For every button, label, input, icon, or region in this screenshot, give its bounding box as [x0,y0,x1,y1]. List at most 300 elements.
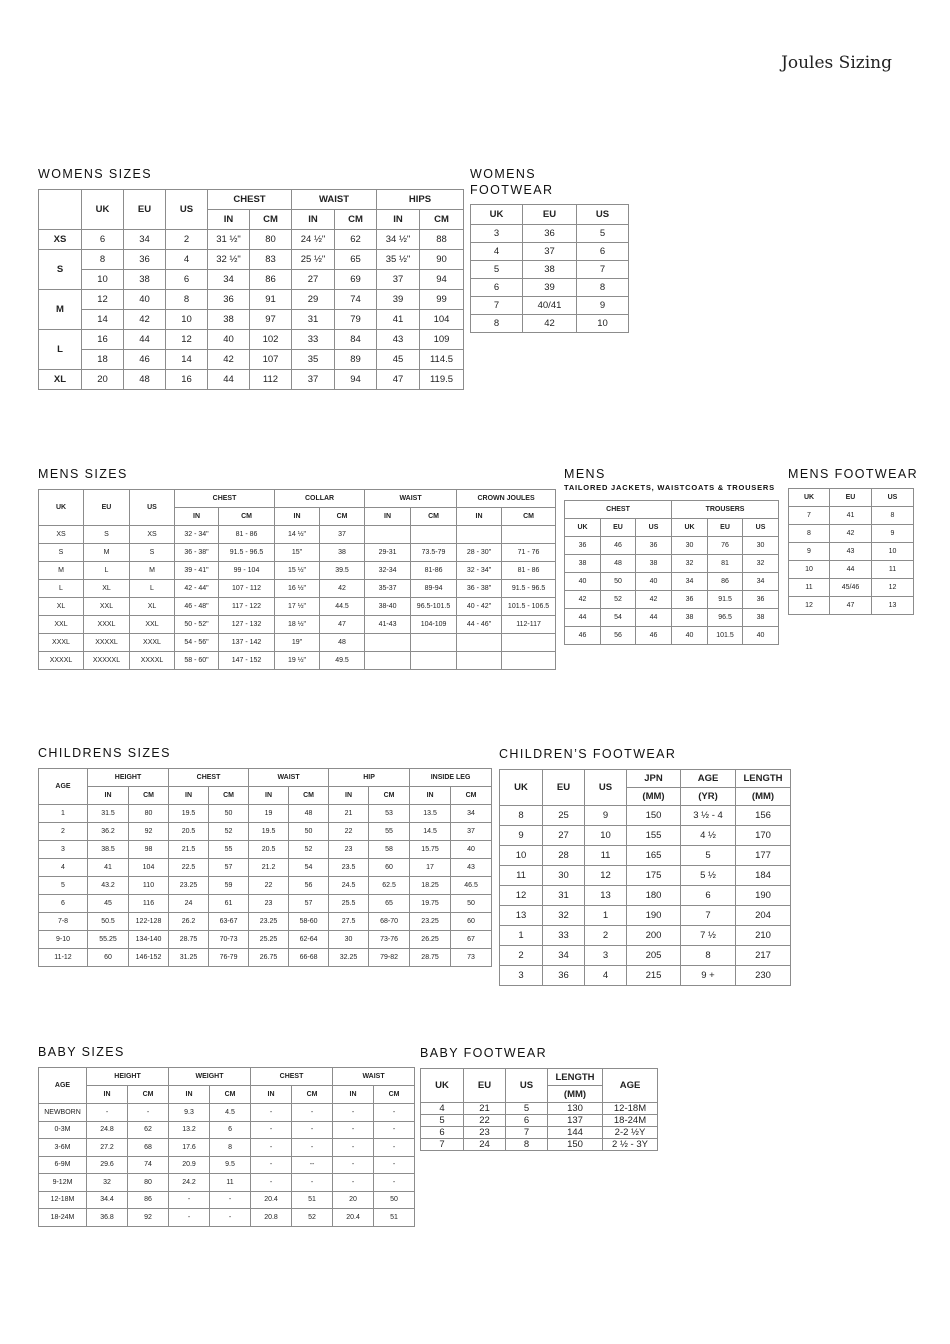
header-length: LENGTH [548,1069,603,1086]
table-row [500,886,791,906]
table-cell: 155 [627,826,681,846]
table-cell: 18 [82,350,124,370]
table-row [39,877,492,895]
table-cell: 190 [736,886,791,906]
table-cell: S [84,526,130,544]
table-cell: XXL [84,598,130,616]
table-cell: 8 [471,315,523,333]
table-cell: 90 [420,250,464,270]
table-cell: 107 [250,350,292,370]
table-cell: 32 [543,906,585,926]
table-cell: 3-6M [39,1139,87,1157]
table-cell: 7 [577,261,629,279]
table-cell: 40 [208,330,250,350]
table-cell: 81 [708,555,743,573]
table-cell: 41 [377,310,420,330]
table-row [39,1209,415,1227]
table-cell: 37 [377,270,420,290]
table-cell: 144 [548,1127,603,1139]
table-cell: 23 [249,895,289,913]
header-cm: CM [369,787,410,805]
header-in: IN [88,787,129,805]
table-cell: - [292,1121,333,1139]
table-cell: XS [39,526,84,544]
table-cell: - [374,1156,415,1174]
table-cell: 24.8 [87,1121,128,1139]
table-cell: 39 [523,279,577,297]
table-cell: 20 [82,370,124,390]
header-waist: WAIST [249,769,329,787]
table-cell: 8 [577,279,629,297]
table-cell: - [210,1191,251,1209]
header-in: IN [169,787,209,805]
table-row [789,597,914,615]
table-cell: 11 [210,1174,251,1192]
table-cell: 34 [124,230,166,250]
table-cell: 19.5 [169,805,209,823]
table-row [789,525,914,543]
mens-footwear-section [788,466,918,615]
table-cell: 147 - 152 [219,652,275,670]
table-cell: 47 [320,616,365,634]
table-cell: XXL [39,616,84,634]
table-cell: 40 [124,290,166,310]
table-cell: 19 ½" [275,652,320,670]
table-cell: 2 [39,823,88,841]
header-in: IN [333,1086,374,1104]
table-cell [365,652,411,670]
baby-footwear-table [420,1068,658,1151]
table-cell: 43 [451,859,492,877]
table-cell: 24 ½" [292,230,335,250]
table-cell: 34 ½" [377,230,420,250]
header-trousers: TROUSERS [672,501,779,519]
table-cell: 102 [250,330,292,350]
table-cell: 39 - 41" [175,562,219,580]
table-cell: 86 [250,270,292,290]
table-cell: 37 [292,370,335,390]
table-cell: 86 [128,1191,169,1209]
table-cell: S [39,544,84,562]
table-cell: 31.25 [169,949,209,967]
table-cell: 89 [335,350,377,370]
header-cm: CM [502,508,556,526]
table-cell: 36 [208,290,250,310]
header-jpn: JPN [627,770,681,788]
table-cell: 71 - 76 [502,544,556,562]
table-cell: 65 [369,895,410,913]
womens-footwear-title [470,166,629,198]
womens-footwear-table [470,204,629,333]
table-cell: 30 [543,866,585,886]
table-cell: - [169,1191,210,1209]
table-cell: 11 [789,579,830,597]
table-cell: - [251,1104,292,1122]
table-row [39,949,492,967]
size-label: XS [39,230,82,250]
table-cell: 101.5 [708,627,743,645]
baby-sizes-title: BABY SIZES [38,1045,125,1059]
table-row [39,1139,415,1157]
table-cell: 165 [627,846,681,866]
table-cell: 62 [128,1121,169,1139]
mens-tailored-section [564,466,779,645]
table-cell: 80 [250,230,292,250]
table-cell: 54 - 56" [175,634,219,652]
table-cell: XL [130,598,175,616]
table-cell: 14.5 [410,823,451,841]
table-cell: 32 ½" [208,250,250,270]
table-cell: 50 [289,823,329,841]
table-cell: 54 [289,859,329,877]
table-cell: 34 [451,805,492,823]
table-cell: 34 [672,573,708,591]
table-cell: 20.5 [169,823,209,841]
table-cell: 11 [872,561,914,579]
mens-footwear-title: MENS FOOTWEAR [788,467,919,481]
table-cell: 38 [565,555,601,573]
table-cell: 58 [369,841,410,859]
table-cell: 33 [543,926,585,946]
header-eu: EU [523,205,577,225]
table-cell: 44 [208,370,250,390]
table-cell: 27 [292,270,335,290]
table-row [39,652,556,670]
table-cell: 122-128 [129,913,169,931]
table-cell: 24 [169,895,209,913]
table-cell [411,634,457,652]
table-cell: 38.5 [88,841,129,859]
header-mm: (MM) [627,788,681,806]
table-cell: 10 [82,270,124,290]
table-cell: 30 [672,537,708,555]
table-row [500,806,791,826]
table-cell: 28 [543,846,585,866]
table-cell: 44 [124,330,166,350]
table-cell: 4.5 [210,1104,251,1122]
table-cell: 2 [500,946,543,966]
header-uk: UK [789,489,830,507]
table-cell: 110 [129,877,169,895]
table-cell: 5 [471,261,523,279]
table-cell: 12 [585,866,627,886]
header-in: IN [251,1086,292,1104]
table-cell: 44 [636,609,672,627]
table-row [421,1115,658,1127]
table-cell: XXXL [84,616,130,634]
table-cell: 9 [577,297,629,315]
table-cell: 23 [329,841,369,859]
baby-footwear-title: BABY FOOTWEAR [420,1046,548,1060]
table-cell: 175 [627,866,681,886]
header-waist: WAIST [365,490,457,508]
table-cell: 104 [129,859,169,877]
table-cell: 12 [872,579,914,597]
table-cell [457,652,502,670]
table-cell: 12 [166,330,208,350]
table-cell: 36 [743,591,779,609]
womens-footwear-title-line2: FOOTWEAR [470,183,554,197]
table-cell: 6 [471,279,523,297]
table-cell: 35-37 [365,580,411,598]
table-cell: 44 - 46" [457,616,502,634]
table-row [789,561,914,579]
table-row [471,261,629,279]
table-cell: - [251,1139,292,1157]
table-cell: 57 [289,895,329,913]
table-row [500,846,791,866]
table-cell: 20.8 [251,1209,292,1227]
table-cell: 16 ½" [275,580,320,598]
table-cell: 6 [39,895,88,913]
table-row [421,1103,658,1115]
header-eu: EU [830,489,872,507]
table-cell: 38 [636,555,672,573]
table-cell: 8 [210,1139,251,1157]
corner-cell [39,190,82,230]
table-cell: 30 [329,931,369,949]
table-cell: 9 [585,806,627,826]
childrens-sizes-table [38,768,492,967]
table-cell: NEWBORN [39,1104,87,1122]
table-cell: 130 [548,1103,603,1115]
table-cell: 204 [736,906,791,926]
header-cm: CM [451,787,492,805]
table-cell: 40 [451,841,492,859]
table-cell: 21.2 [249,859,289,877]
womens-sizes-title: WOMENS SIZES [38,167,153,181]
table-cell: 217 [736,946,791,966]
table-cell: 19.5 [249,823,289,841]
table-row [39,616,556,634]
table-cell: 25.25 [249,931,289,949]
header-eu: EU [708,519,743,537]
table-cell: 3 [471,225,523,243]
table-cell: 96.5-101.5 [411,598,457,616]
table-cell: 23.5 [329,859,369,877]
table-cell: 9 [500,826,543,846]
table-cell: 48 [601,555,636,573]
table-cell: 31 [292,310,335,330]
table-cell: 15.75 [410,841,451,859]
table-cell: - [169,1209,210,1227]
table-cell: 3 [39,841,88,859]
table-cell: 6 [210,1121,251,1139]
table-cell: 11 [585,846,627,866]
table-cell: 26.75 [249,949,289,967]
table-cell: - [292,1104,333,1122]
header-eu: EU [601,519,636,537]
table-row [39,562,556,580]
table-cell: 37 [451,823,492,841]
table-cell: - [292,1174,333,1192]
table-cell: 43 [377,330,420,350]
mens-sizes-section [38,466,556,670]
header-height: HEIGHT [88,769,169,787]
table-cell: 9-12M [39,1174,87,1192]
table-cell: 6 [166,270,208,290]
table-cell: 156 [736,806,791,826]
table-cell: 4 [421,1103,464,1115]
table-cell: 6 [506,1115,548,1127]
table-row [39,931,492,949]
table-cell: - [128,1104,169,1122]
table-cell: 49.5 [320,652,365,670]
table-cell: 117 - 122 [219,598,275,616]
table-cell: 10 [872,543,914,561]
table-cell: 12 [789,597,830,615]
table-cell: 5 [506,1103,548,1115]
table-cell: 9 [789,543,830,561]
table-cell: 73.5-79 [411,544,457,562]
table-cell: 24 [464,1139,506,1151]
table-row [39,230,464,250]
table-cell: 4 [585,966,627,986]
table-cell: 48 [320,634,365,652]
table-row [39,1156,415,1174]
header-in: IN [329,787,369,805]
table-cell: 21 [329,805,369,823]
table-cell: 16 [166,370,208,390]
table-cell: 65 [335,250,377,270]
table-row [421,1127,658,1139]
table-cell: 5 [39,877,88,895]
table-cell: 81 - 86 [219,526,275,544]
table-cell: M [39,562,84,580]
table-cell: 3 [585,946,627,966]
header-collar: COLLAR [275,490,365,508]
table-cell: 112-117 [502,616,556,634]
table-row [39,270,464,290]
table-cell: 104-109 [411,616,457,634]
table-cell: 43.2 [88,877,129,895]
table-row [500,926,791,946]
table-cell: - [210,1209,251,1227]
header-chest: CHEST [251,1068,333,1086]
table-cell: 5 [681,846,736,866]
baby-footwear-section [420,1045,658,1151]
table-row [789,543,914,561]
table-row [39,1174,415,1192]
table-cell: 6 [421,1127,464,1139]
table-cell: 7 [789,507,830,525]
table-cell: 10 [585,826,627,846]
table-cell: 55 [369,823,410,841]
table-cell: 109 [420,330,464,350]
table-cell: 20.4 [251,1191,292,1209]
table-cell: 19 [249,805,289,823]
table-cell: 27.5 [329,913,369,931]
table-cell: 29 [292,290,335,310]
table-cell: 91.5 - 96.5 [219,544,275,562]
table-row [39,634,556,652]
table-cell: - [374,1121,415,1139]
table-cell: 36.2 [88,823,129,841]
table-cell: 20.4 [333,1209,374,1227]
table-cell: 55.25 [88,931,129,949]
womens-sizes-section [38,166,464,390]
table-cell: 24.2 [169,1174,210,1192]
header-mm: (MM) [548,1086,603,1103]
table-cell: 36.8 [87,1209,128,1227]
table-cell: 80 [128,1174,169,1192]
table-cell: 205 [627,946,681,966]
table-cell: 3 ½ - 4 [681,806,736,826]
table-cell: 2 ½ - 3Y [603,1139,658,1151]
table-cell [365,526,411,544]
table-cell: 50 [451,895,492,913]
table-cell: 36 [636,537,672,555]
table-cell: L [39,580,84,598]
table-cell: 2-2 ½Y [603,1127,658,1139]
table-row [39,350,464,370]
size-label: S [39,250,82,290]
table-row [565,591,779,609]
header-age: AGE [39,769,88,805]
table-cell: 48 [124,370,166,390]
table-cell: 28.75 [169,931,209,949]
table-cell: 10 [500,846,543,866]
table-cell: 60 [451,913,492,931]
table-cell: 25 [543,806,585,826]
table-cell: 2 [166,230,208,250]
table-cell: 36 [565,537,601,555]
header-waist: WAIST [333,1068,415,1086]
table-cell: 67 [451,931,492,949]
table-cell: XXL [130,616,175,634]
table-cell: 91.5 - 96.5 [502,580,556,598]
table-cell: 81 - 86 [502,562,556,580]
header-cm: CM [320,508,365,526]
table-row [565,573,779,591]
table-cell: - [292,1139,333,1157]
header-us: US [130,490,175,526]
table-cell: 94 [335,370,377,390]
table-cell: XXXL [39,634,84,652]
table-cell: 12 [500,886,543,906]
table-cell: 66-68 [289,949,329,967]
table-cell: 50.5 [88,913,129,931]
table-cell: 41-43 [365,616,411,634]
table-cell: 14 [82,310,124,330]
table-cell: 200 [627,926,681,946]
table-row [471,315,629,333]
header-in: IN [175,508,219,526]
table-cell: 99 [420,290,464,310]
table-cell: 112 [250,370,292,390]
table-cell: 94 [420,270,464,290]
table-cell: 39 [377,290,420,310]
table-cell [411,652,457,670]
table-cell: 51 [374,1209,415,1227]
table-cell: 38 [672,609,708,627]
womens-footwear-title-line1: WOMENS [470,167,537,181]
table-cell: 79-82 [369,949,410,967]
table-cell: 74 [128,1156,169,1174]
table-cell: 40 [565,573,601,591]
baby-sizes-table [38,1067,415,1227]
table-cell: 17 [410,859,451,877]
childrens-footwear-title: CHILDREN’S FOOTWEAR [499,747,677,761]
table-cell: 6 [577,243,629,261]
table-cell: 28.75 [410,949,451,967]
table-cell: 0-3M [39,1121,87,1139]
table-cell: 10 [166,310,208,330]
table-row [39,805,492,823]
table-row [500,966,791,986]
table-cell: 99 - 104 [219,562,275,580]
table-cell: 146-152 [129,949,169,967]
